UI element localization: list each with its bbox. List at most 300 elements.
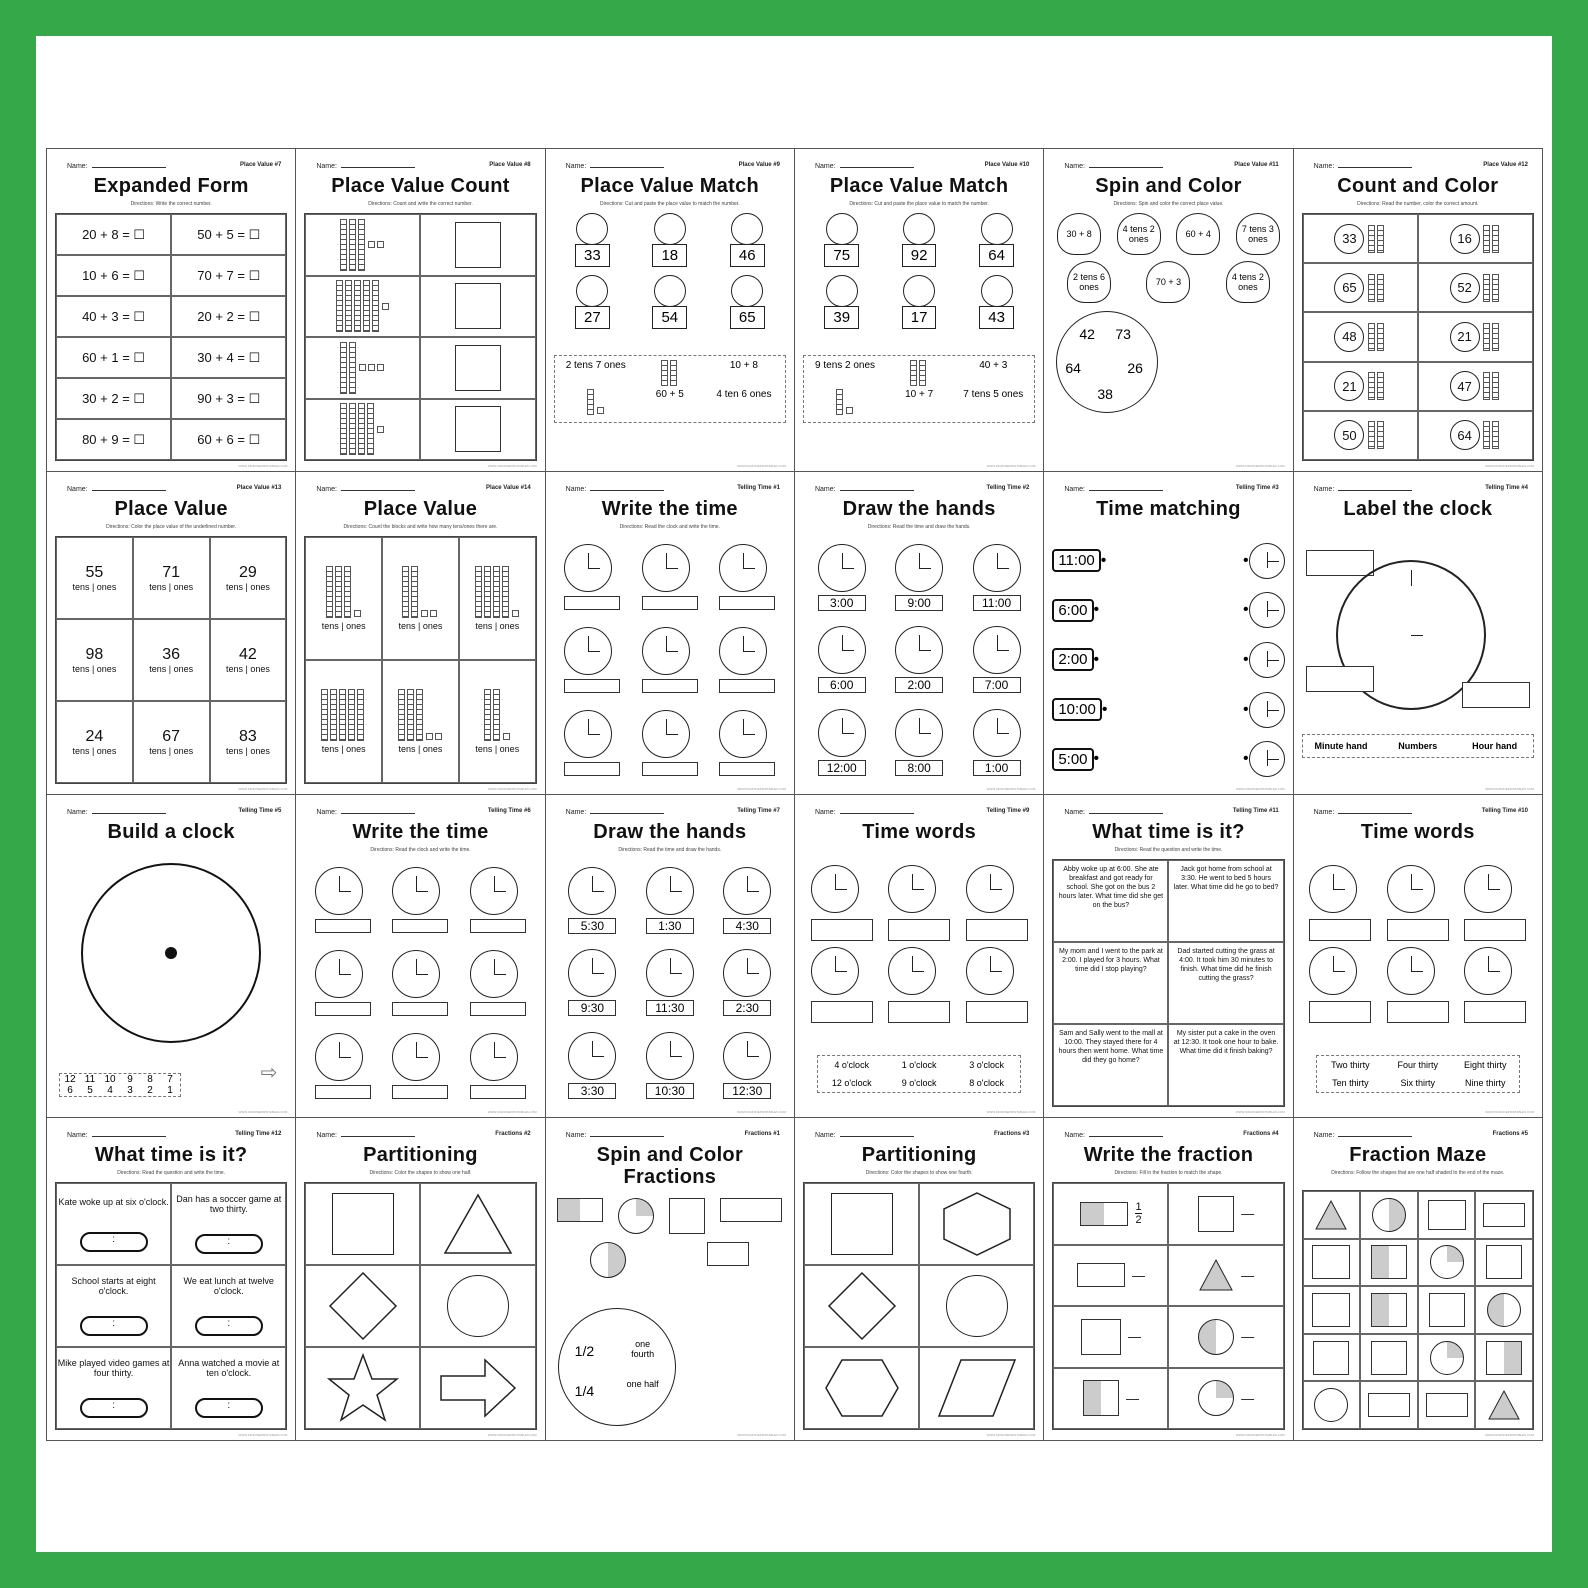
name-label: Name: [566, 809, 665, 816]
clock-icon [719, 710, 767, 758]
diamond-shape [804, 1265, 919, 1347]
clock-icon [1464, 947, 1512, 995]
kid-icon [654, 275, 686, 307]
maze-cell [1360, 1191, 1418, 1239]
footer-url: WWW.KIDZONEPRINTABLES.COM [1485, 464, 1534, 468]
clock-icon [818, 709, 866, 757]
maze-cell [1475, 1191, 1533, 1239]
clock-icon [568, 1032, 616, 1080]
equation: 40 + 3 = ☐ [56, 296, 171, 337]
kid-number: 43 [958, 275, 1035, 327]
kid-icon [826, 275, 858, 307]
clock-icon [646, 1032, 694, 1080]
word-card: Eight thirty [1463, 1060, 1507, 1070]
footer-url: WWW.KIDZONEPRINTABLES.COM [986, 787, 1036, 791]
story-cell: Jack got home from school at 3:30. He went to bed 5 hours later. What time did he go to bed? [1168, 860, 1283, 942]
clock-icon [1249, 642, 1285, 678]
worksheet-title: Time words [1360, 821, 1475, 843]
story-grid [55, 1182, 287, 1430]
clock-with-time: 5:30 [568, 867, 616, 934]
ice-cream-body [1052, 213, 1284, 461]
footer-url: WWW.KIDZONEPRINTABLES.COM [737, 464, 786, 468]
name-label: Name: [815, 1132, 914, 1139]
clock-with-answer [719, 710, 775, 776]
clock-with-time: 12:00 [818, 709, 866, 776]
clock-with-time: 3:00 [818, 544, 866, 611]
place-value-cell: 42 tens | ones [210, 619, 287, 701]
footer-url: WWW.KIDZONEPRINTABLES.COM [1485, 787, 1534, 791]
maze-cell [1475, 1381, 1533, 1429]
clock-icon [315, 867, 363, 915]
name-label: Name: [67, 486, 166, 493]
story-cell: School starts at eight o'clock. : [56, 1265, 171, 1347]
name-label: Name: [815, 486, 914, 493]
clock-with-answer [470, 1033, 526, 1099]
worksheet-collage [46, 148, 1543, 1441]
maze-cell [1418, 1191, 1476, 1239]
clock-with-answer [315, 867, 371, 933]
footer-url: WWW.KIDZONEPRINTABLES.COM [238, 1110, 288, 1114]
word-card: 4 o'clock [834, 1060, 870, 1070]
worksheet-title: Write the time [601, 498, 738, 520]
clock-with-answer [642, 710, 698, 776]
answer-box [420, 337, 535, 399]
label-card: Numbers [1398, 741, 1438, 751]
worksheet-code: Place Value #14 [485, 485, 531, 491]
worksheet-directions: Directions: Cut and paste the place value to match the number. [849, 201, 989, 207]
base-ten-blocks [305, 214, 420, 276]
blocks-cell: tens | ones [382, 537, 459, 660]
spinner: 42 73 64 26 38 [1056, 311, 1158, 413]
place-value-cell: 67 tens | ones [133, 701, 210, 783]
cut-card: 7 tens 5 ones [963, 389, 1024, 400]
clock-icon [973, 626, 1021, 674]
match-row: 5:00 • • [1052, 734, 1284, 784]
blocks-card [882, 360, 956, 389]
name-label: Name: [67, 809, 166, 816]
fraction-item: — [1168, 1368, 1283, 1430]
label-clock-body [1302, 536, 1534, 784]
number-circle: 48 [1303, 312, 1418, 361]
clock-icon [568, 867, 616, 915]
place-value-cell: 71 tens | ones [133, 537, 210, 619]
equation: 50 + 5 = ☐ [171, 214, 286, 255]
worksheet-fraction-maze [1294, 1118, 1543, 1441]
clock-with-answer [966, 865, 1028, 941]
maze-cell [1475, 1334, 1533, 1382]
clock-icon [568, 949, 616, 997]
footer-url: WWW.KIDZONEPRINTABLES.COM [1235, 1433, 1285, 1437]
worksheet-title: Spin and Color [1095, 175, 1242, 197]
worksheet-code: Fractions #1 [744, 1131, 780, 1137]
word-card: Four thirty [1397, 1060, 1439, 1070]
clock-with-answer [392, 950, 448, 1016]
clock-with-answer [888, 947, 950, 1023]
parallelogram-shape [919, 1347, 1034, 1429]
match-row: 10:00 • • [1052, 685, 1284, 735]
clock-with-time: 2:00 [895, 626, 943, 693]
worksheet-directions: Directions: Read the question and write the time. [1114, 847, 1223, 853]
word-card: Two thirty [1331, 1060, 1370, 1070]
worksheet-title: Fraction Maze [1349, 1144, 1487, 1166]
fraction-item: — [1168, 1306, 1283, 1368]
kid-icon [981, 275, 1013, 307]
match-body [803, 213, 1035, 461]
word-card: 9 o'clock [901, 1078, 937, 1088]
clock-icon [723, 1032, 771, 1080]
word-card: Six thirty [1400, 1078, 1436, 1088]
worksheet-code: Telling Time #3 [1235, 485, 1279, 491]
number-circle: 33 [1303, 214, 1418, 263]
equation: 20 + 8 = ☐ [56, 214, 171, 255]
worksheet-place-value-blocks [296, 472, 545, 795]
kid-icon [731, 275, 763, 307]
story-cell: My sister put a cake in the oven at 12:30. It took one hour to bake. What time did it finish baking? [1168, 1024, 1283, 1106]
clock-icon [895, 709, 943, 757]
worksheet-title: Draw the hands [842, 498, 996, 520]
clock-icon [811, 865, 859, 913]
place-value-cell: 55 tens | ones [56, 537, 133, 619]
fraction-rectangle [720, 1198, 782, 1222]
clock-with-answer [719, 544, 775, 610]
shapes-grid [803, 1182, 1035, 1430]
maze-grid [1302, 1190, 1534, 1430]
base-ten-blocks [305, 276, 420, 338]
ice-cream-scoop: 7 tens 3 ones [1236, 213, 1280, 255]
name-label: Name: [1314, 809, 1413, 816]
maze-cell [1360, 1286, 1418, 1334]
worksheet-code: Telling Time #9 [986, 808, 1030, 814]
clock-icon [895, 544, 943, 592]
number-cards: 12 11 10 9 8 7 6 5 4 3 2 1 [59, 1073, 181, 1097]
kid-icon [654, 213, 686, 245]
number-circle: 21 [1303, 362, 1418, 411]
story-cell: Kate woke up at six o'clock. : [56, 1183, 171, 1265]
worksheet-code: Fractions #3 [993, 1131, 1030, 1137]
name-label: Name: [67, 163, 166, 170]
clock-icon [973, 544, 1021, 592]
clock-with-answer [811, 947, 873, 1023]
kid-number: 64 [958, 213, 1035, 265]
clock-with-time: 6:00 [818, 626, 866, 693]
equation: 60 + 6 = ☐ [171, 419, 286, 460]
name-label: Name: [67, 1132, 166, 1139]
match-row: 6:00 • • [1052, 586, 1284, 636]
clock-with-answer [642, 627, 698, 693]
footer-url: WWW.KIDZONEPRINTABLES.COM [1235, 464, 1285, 468]
kid-number: 92 [880, 213, 957, 265]
worksheet-write-the-time [546, 472, 795, 795]
clock-icon [1309, 865, 1357, 913]
worksheet-title: Time words [862, 821, 977, 843]
clock-with-answer [888, 865, 950, 941]
clock-icon [1309, 947, 1357, 995]
kid-number: 54 [631, 275, 708, 327]
equation: 70 + 7 = ☐ [171, 255, 286, 296]
story-cell: Dan has a soccer game at two thirty. : [171, 1183, 286, 1265]
clock-icon [470, 867, 518, 915]
shapes-grid [304, 1182, 536, 1430]
clocks-grid [554, 536, 786, 784]
cut-card: 10 + 7 [905, 389, 934, 400]
worksheet-directions: Directions: Write the correct number. [130, 201, 212, 207]
story-grid [1052, 859, 1284, 1107]
worksheet-code: Place Value #9 [738, 162, 780, 168]
cut-card: 9 tens 2 ones [815, 360, 876, 371]
story-cell: Abby woke up at 6:00. She ate breakfast and got ready for school. She got on the bus 2 hours later. What time did she get on the bus? [1053, 860, 1168, 942]
maze-cell [1303, 1381, 1361, 1429]
worksheet-partitioning-half [296, 1118, 545, 1441]
worksheet-draw-the-hands-2 [546, 795, 795, 1118]
worksheet-directions: Directions: Count and write the correct number. [368, 201, 473, 207]
label-card: Minute hand [1314, 741, 1368, 751]
hexagon-shape [919, 1183, 1034, 1265]
footer-url: WWW.KIDZONEPRINTABLES.COM [487, 464, 537, 468]
clock-icon [723, 867, 771, 915]
worksheet-title: Partitioning [861, 1144, 977, 1166]
worksheet-partitioning-fourth [795, 1118, 1044, 1441]
name-label: Name: [815, 163, 914, 170]
worksheet-code: Fractions #5 [1492, 1131, 1528, 1137]
cut-card: 40 + 3 [979, 360, 1008, 371]
footer-url: WWW.KIDZONEPRINTABLES.COM [737, 1110, 786, 1114]
maze-cell [1360, 1381, 1418, 1429]
blocks-cell: tens | ones [459, 537, 536, 660]
clock-icon [392, 950, 440, 998]
fraction-item: — [1168, 1245, 1283, 1307]
answer-box [420, 214, 535, 276]
equation: 20 + 2 = ☐ [171, 296, 286, 337]
diamond-shape [305, 1265, 420, 1347]
maze-cell [1360, 1334, 1418, 1382]
footer-url: WWW.KIDZONEPRINTABLES.COM [487, 787, 537, 791]
worksheet-code: Telling Time #6 [487, 808, 531, 814]
arrow-icon: ⇨ [260, 1062, 278, 1084]
worksheet-title: Place Value Match [829, 175, 1009, 197]
clock-icon [564, 544, 612, 592]
worksheet-code: Telling Time #2 [986, 485, 1030, 491]
blocks-card [808, 389, 882, 418]
maze-cell [1418, 1286, 1476, 1334]
maze-cell [1418, 1334, 1476, 1382]
worksheet-write-the-fraction [1044, 1118, 1293, 1441]
word-card: Ten thirty [1332, 1078, 1369, 1088]
kid-icon [731, 213, 763, 245]
clock-with-answer [1387, 947, 1449, 1023]
fraction-spinner: 1/2 one fourth 1/4 one half [558, 1308, 676, 1426]
number-circle: 64 [1418, 411, 1533, 460]
clock-with-time: 11:30 [646, 949, 694, 1016]
place-value-cell: 98 tens | ones [56, 619, 133, 701]
clock-icon [392, 867, 440, 915]
worksheet-directions: Directions: Read the number, color the correct amount. [1357, 201, 1479, 207]
clock-icon [888, 865, 936, 913]
clock-icon [642, 627, 690, 675]
ice-cream-scoop: 60 + 4 [1176, 213, 1220, 255]
footer-url: WWW.KIDZONEPRINTABLES.COM [1235, 1110, 1285, 1114]
clock-with-answer [811, 865, 873, 941]
number-circle: 52 [1418, 263, 1533, 312]
clock-icon [1249, 692, 1285, 728]
clock-with-answer [1464, 865, 1526, 941]
clock-with-time: 10:30 [646, 1032, 694, 1099]
clock-icon [646, 949, 694, 997]
worksheet-directions: Directions: Color the place value of the underlined number. [106, 524, 237, 530]
circle-shape [919, 1265, 1034, 1347]
worksheet-directions: Directions: Read the time and draw the hands. [618, 847, 722, 853]
name-label: Name: [566, 163, 665, 170]
worksheet-directions: Directions: Spin and color the correct place value. [1113, 201, 1224, 207]
clock-icon [315, 950, 363, 998]
footer-url: WWW.KIDZONEPRINTABLES.COM [238, 1433, 288, 1437]
worksheet-build-a-clock [47, 795, 296, 1118]
word-card: 8 o'clock [969, 1078, 1004, 1088]
worksheet-draw-the-hands [795, 472, 1044, 795]
fraction-item: — [1053, 1306, 1168, 1368]
clock-with-answer [719, 627, 775, 693]
kid-icon [576, 275, 608, 307]
footer-url: WWW.KIDZONEPRINTABLES.COM [737, 1433, 786, 1437]
worksheet-place-value-match-2 [795, 149, 1044, 472]
name-label: Name: [316, 163, 415, 170]
name-label: Name: [1314, 163, 1413, 170]
clock-with-time: 1:00 [973, 709, 1021, 776]
answer-box [420, 399, 535, 461]
worksheet-code: Place Value #12 [1483, 162, 1528, 168]
fraction-rectangle [707, 1242, 749, 1266]
word-card: 3 o'clock [969, 1060, 1004, 1070]
clock-icon [888, 947, 936, 995]
worksheet-directions: Directions: Read the clock and write the time. [370, 847, 471, 853]
footer-url: WWW.KIDZONEPRINTABLES.COM [986, 1433, 1036, 1437]
label-card: Hour hand [1472, 741, 1518, 751]
clock-icon [719, 627, 767, 675]
equation: 80 + 9 = ☐ [56, 419, 171, 460]
fraction-circle [590, 1242, 626, 1278]
build-clock-body [55, 859, 287, 1107]
clock-icon [895, 626, 943, 674]
worksheet-spin-color-fractions [546, 1118, 795, 1441]
name-label: Name: [566, 1132, 665, 1139]
maze-cell [1303, 1286, 1361, 1334]
worksheet-directions: Directions: Color the shapes to show one fourth. [865, 1170, 973, 1176]
story-cell: Mike played video games at four thirty. : [56, 1347, 171, 1429]
cut-card: 10 + 8 [729, 360, 758, 371]
clock-icon [1387, 865, 1435, 913]
worksheet-place-value-match [546, 149, 795, 472]
worksheet-code: Telling Time #10 [1481, 808, 1528, 814]
clock-with-answer [470, 867, 526, 933]
worksheet-code: Telling Time #5 [238, 808, 282, 814]
clock-icon [315, 1033, 363, 1081]
blocks-grid [304, 536, 536, 784]
circle-shape [420, 1265, 535, 1347]
number-circle: 21 [1418, 312, 1533, 361]
kid-icon [826, 213, 858, 245]
kid-number: 33 [554, 213, 631, 265]
worksheet-expanded-form [47, 149, 296, 472]
maze-cell [1418, 1381, 1476, 1429]
clock-icon [470, 1033, 518, 1081]
worksheet-title: Draw the hands [593, 821, 747, 843]
cut-card: 60 + 5 [655, 389, 684, 400]
time-words-body [803, 859, 1035, 1107]
cut-card: 4 ten 6 ones [716, 389, 772, 400]
worksheet-code: Fractions #4 [1243, 1131, 1279, 1137]
worksheet-title: Place Value Match [580, 175, 760, 197]
maze-cell [1360, 1239, 1418, 1287]
blocks-card [559, 389, 633, 418]
footer-url: WWW.KIDZONEPRINTABLES.COM [487, 1433, 537, 1437]
equation: 30 + 2 = ☐ [56, 378, 171, 419]
clock-with-answer [315, 950, 371, 1016]
clock-with-time: 8:00 [895, 709, 943, 776]
maze-cell [1303, 1191, 1361, 1239]
star-shape [305, 1347, 420, 1429]
clock-icon [723, 949, 771, 997]
worksheet-title: Expanded Form [93, 175, 249, 197]
base-ten-blocks [305, 399, 420, 461]
clock-with-time: 9:00 [895, 544, 943, 611]
kid-number: 75 [803, 213, 880, 265]
worksheet-code: Telling Time #11 [1232, 808, 1279, 814]
worksheet-code: Place Value #13 [236, 485, 282, 491]
maze-cell [1475, 1239, 1533, 1287]
clock-with-answer [470, 950, 526, 1016]
worksheet-directions: Directions: Read the clock and write the time. [619, 524, 720, 530]
worksheet-title: Build a clock [107, 821, 235, 843]
arrow-shape [420, 1347, 535, 1429]
clock-with-answer [392, 867, 448, 933]
footer-url: WWW.KIDZONEPRINTABLES.COM [986, 464, 1036, 468]
worksheet-write-the-time-2 [296, 795, 545, 1118]
clock-icon [1249, 592, 1285, 628]
clock-with-answer [315, 1033, 371, 1099]
maze-cell [1303, 1239, 1361, 1287]
equation: 90 + 3 = ☐ [171, 378, 286, 419]
clock-icon [719, 544, 767, 592]
maze-cell [1475, 1286, 1533, 1334]
clock-icon [642, 544, 690, 592]
fraction-square [669, 1198, 705, 1234]
worksheet-code: Telling Time #1 [737, 485, 780, 491]
worksheet-place-value-count [296, 149, 545, 472]
clock-icon [1387, 947, 1435, 995]
ice-cream-scoop: 70 + 3 [1146, 261, 1190, 303]
equation: 30 + 4 = ☐ [171, 337, 286, 378]
ice-cream-scoop: 4 tens 2 ones [1117, 213, 1161, 255]
clock-icon [1249, 543, 1285, 579]
clock-icon [966, 947, 1014, 995]
story-cell: Anna watched a movie at ten o'clock. : [171, 1347, 286, 1429]
clock-with-answer [564, 544, 620, 610]
clock-with-answer [1309, 947, 1371, 1023]
footer-url: WWW.KIDZONEPRINTABLES.COM [238, 464, 288, 468]
worksheet-code: Telling Time #4 [1485, 485, 1528, 491]
clock-with-answer [564, 710, 620, 776]
story-cell: Dad started cutting the grass at 4:00. It took him 30 minutes to finish. What time did he finish cutting the grass? [1168, 942, 1283, 1024]
worksheet-title: Place Value [114, 498, 228, 520]
clock-icon [973, 709, 1021, 757]
place-value-cell: 36 tens | ones [133, 619, 210, 701]
clock-with-time: 3:30 [568, 1032, 616, 1099]
matching-body [1052, 536, 1284, 784]
worksheet-spin-and-color [1044, 149, 1293, 472]
word-card: Nine thirty [1465, 1078, 1506, 1088]
name-label: Name: [1314, 486, 1413, 493]
worksheet-directions: Directions: Count the blocks and write how many tens/ones there are. [343, 524, 498, 530]
blocks-cell: tens | ones [459, 660, 536, 783]
